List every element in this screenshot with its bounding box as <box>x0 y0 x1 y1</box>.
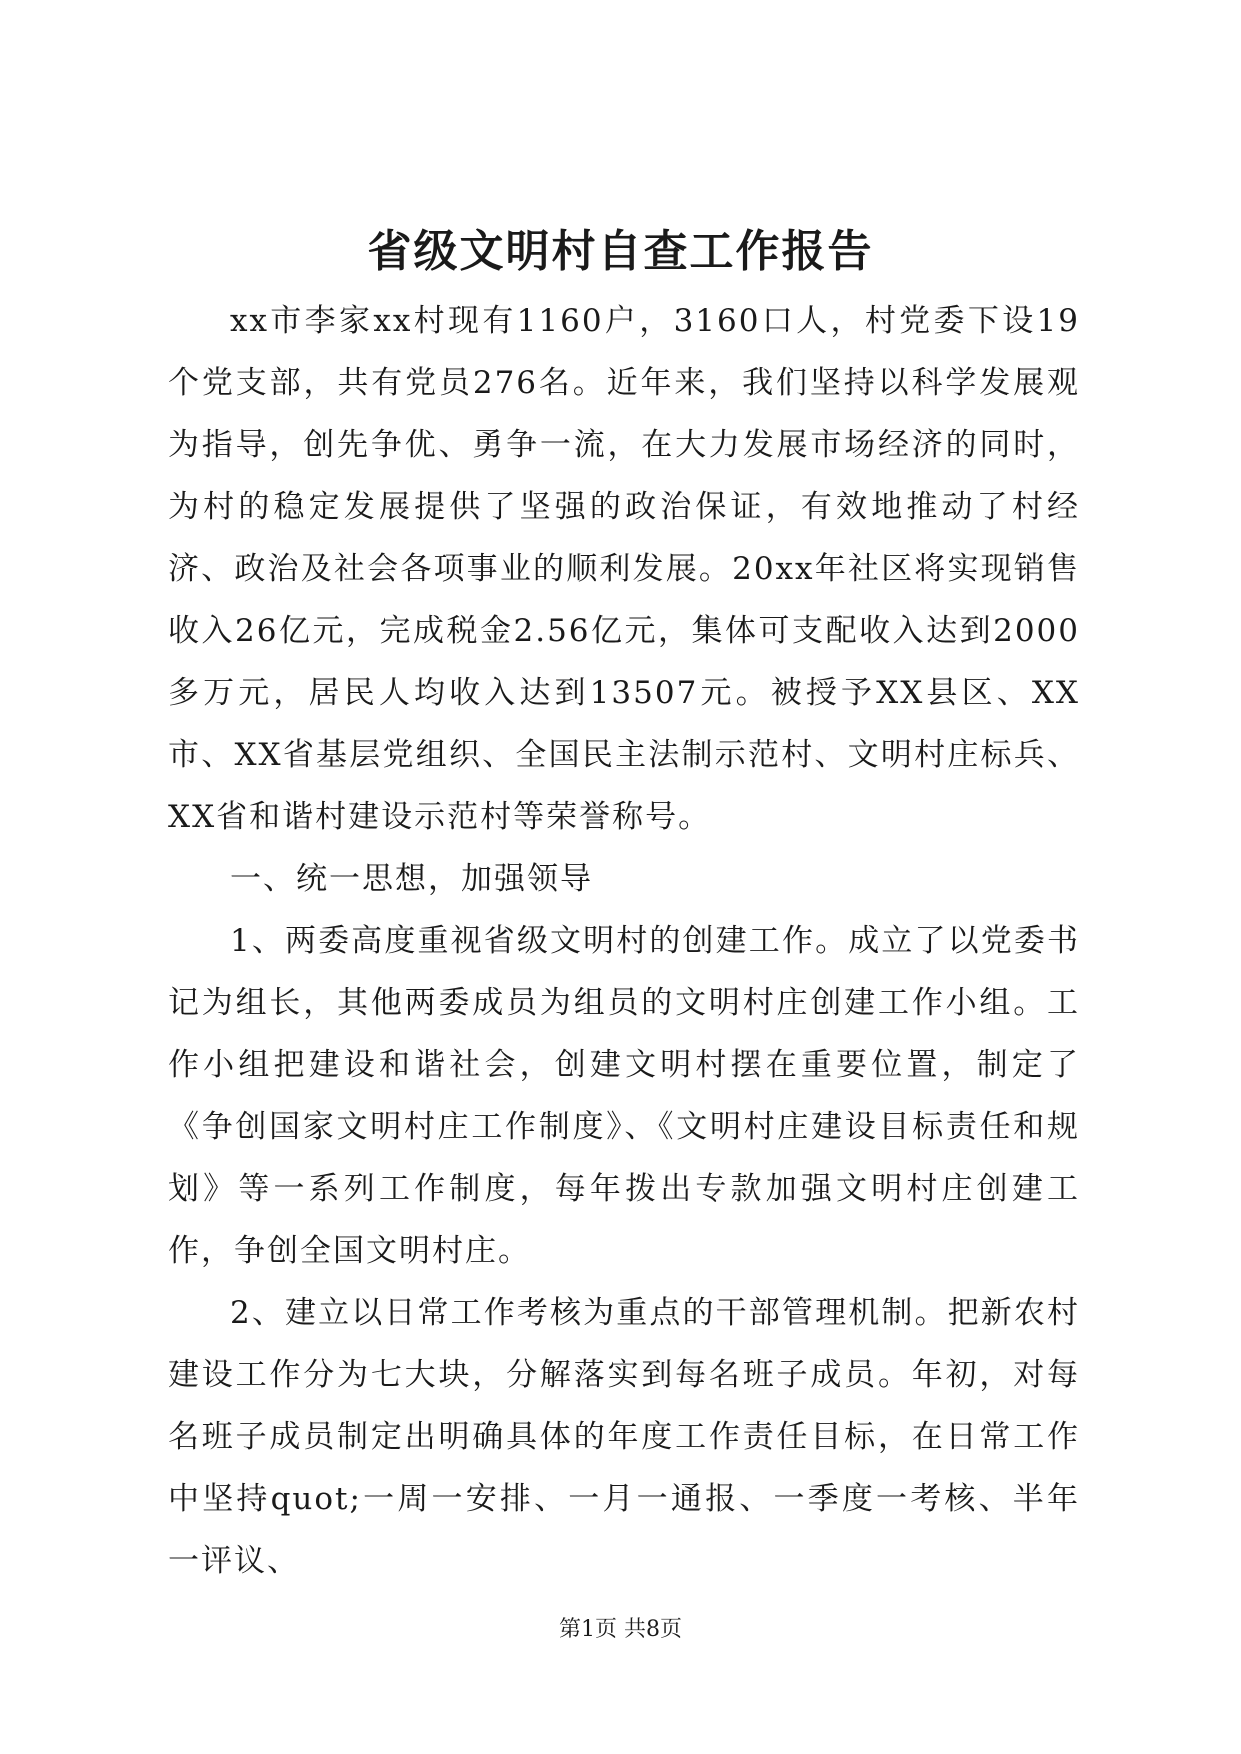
page-footer: 第1页 共8页 <box>559 1617 682 1642</box>
paragraph-item-2: 2、建立以日常工作考核为重点的干部管理机制。把新农村建设工作分为七大块，分解落实到每名班子成员。年初，对每名班子成员制定出明确具体的年度工作责任目标，在日常工作中坚持quot;一周一安排、一月一通报、一季度一考核、半年一评议、 <box>168 1295 1080 1579</box>
paragraph-intro: xx市李家xx村现有1160户，3160口人，村党委下设19个党支部，共有党员276名。近年来，我们坚持以科学发展观为指导，创先争优、勇争一流，在大力发展市场经济的同时，为村的稳定发展提供了坚强的政治保证，有效地推动了村经济、政治及社会各项事业的顺利发展。20xx年社区将实现销售收入26亿元，完成税金2.56亿元，集体可支配收入达到2000多万元，居民人均收入达到13507元。被授予XX县区、XX市、XX省基层党组织、全国民主法制示范村、文明村庄标兵、XX省和谐村建设示范村等荣誉称号。 <box>168 303 1080 835</box>
document-body <box>168 290 1080 1592</box>
document-title: 省级文明村自查工作报告 <box>367 226 874 277</box>
paragraph-item-1: 1、两委高度重视省级文明村的创建工作。成立了以党委书记为组长，其他两委成员为组员的文明村庄创建工作小组。工作小组把建设和谐社会，创建文明村摆在重要位置，制定了《争创国家文明村庄工作制度》、《文明村庄建设目标责任和规划》等一系列工作制度，每年拨出专款加强文明村庄创建工作，争创全国文明村庄。 <box>168 923 1080 1269</box>
section-heading: 一、统一思想，加强领导 <box>230 861 593 897</box>
